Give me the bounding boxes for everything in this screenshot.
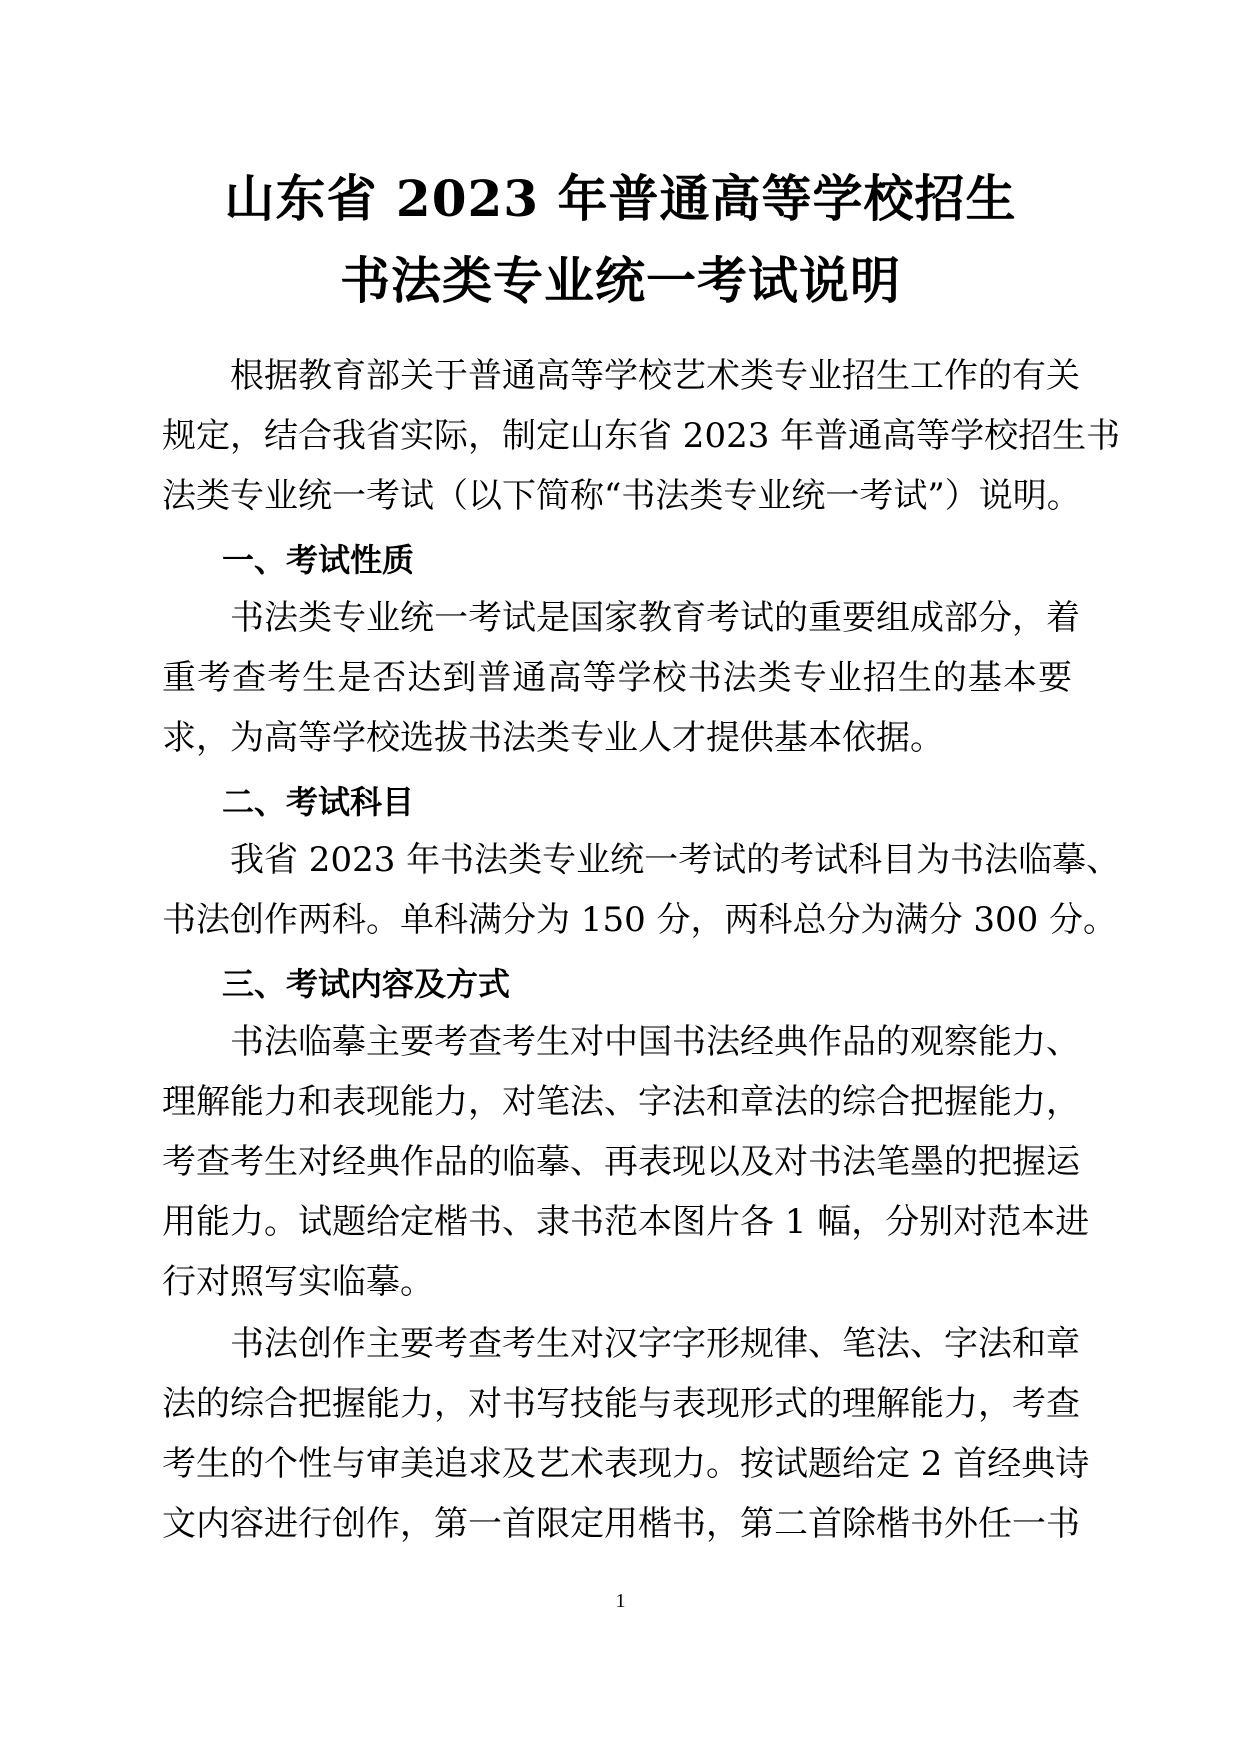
section-heading-2: 二、考试科目: [222, 783, 415, 821]
section3-p2-line-4: 文内容进行创作，第一首限定用楷书，第二首除楷书外任一书: [162, 1504, 1080, 1544]
section1-line-1: 书法类专业统一考试是国家教育考试的重要组成部分，着: [230, 598, 1080, 638]
section1-line-3: 求，为高等学校选拔书法类专业人才提供基本依据。: [162, 718, 944, 758]
section3-p1-line-1: 书法临摹主要考查考生对中国书法经典作品的观察能力、: [230, 1022, 1080, 1062]
section2-line-2: 书法创作两科。单科满分为 150 分，两科总分为满分 300 分。: [162, 900, 1118, 940]
section3-p2-line-2: 法的综合把握能力，对书写技能与表现形式的理解能力，考查: [162, 1384, 1080, 1424]
section2-line-1: 我省 2023 年书法类专业统一考试的考试科目为书法临摹、: [230, 840, 1121, 880]
section1-line-2: 重考查考生是否达到普通高等学校书法类专业招生的基本要: [162, 658, 1072, 698]
page-number: 1: [615, 1590, 626, 1612]
section-heading-1: 一、考试性质: [222, 541, 415, 579]
section3-p2-line-3: 考生的个性与审美追求及艺术表现力。按试题给定 2 首经典诗: [162, 1444, 1090, 1484]
section3-p1-line-3: 考查考生对经典作品的临摹、再表现以及对书法笔墨的把握运: [162, 1142, 1080, 1182]
section3-p1-line-2: 理解能力和表现能力，对笔法、字法和章法的综合把握能力，: [162, 1082, 1080, 1122]
document-title-line2: 书法类专业统一考试说明: [340, 251, 901, 310]
document-title-line1: 山东省 2023 年普通高等学校招生: [224, 169, 1017, 228]
intro-line-3: 法类专业统一考试（以下简称“书法类专业统一考试”）说明。: [162, 476, 1081, 516]
section3-p1-line-5: 行对照写实临摹。: [162, 1262, 434, 1302]
intro-line-2: 规定，结合我省实际，制定山东省 2023 年普通高等学校招生书: [162, 416, 1121, 456]
intro-line-1: 根据教育部关于普通高等学校艺术类专业招生工作的有关: [230, 356, 1080, 396]
section3-p2-line-1: 书法创作主要考查考生对汉字字形规律、笔法、字法和章: [230, 1324, 1080, 1364]
section3-p1-line-4: 用能力。试题给定楷书、隶书范本图片各 1 幅，分别对范本进: [162, 1202, 1090, 1242]
section-heading-3: 三、考试内容及方式: [222, 965, 511, 1003]
